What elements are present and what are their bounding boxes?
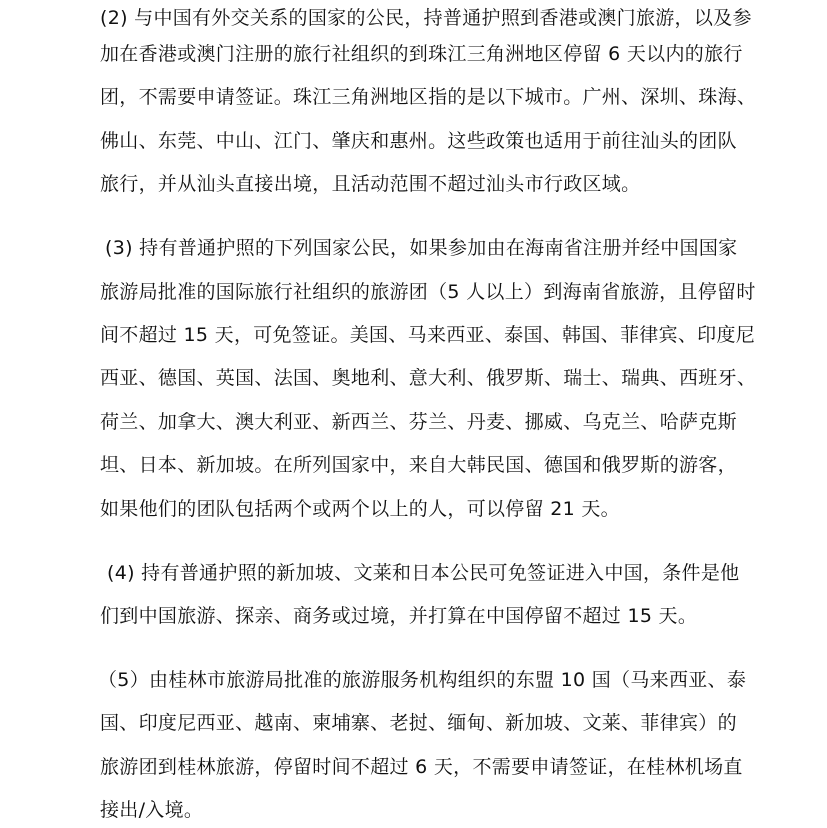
paragraph-3-line-1: (3) 持有普通护照的下列国家公民，如果参加由在海南省注册并经中国国家 bbox=[105, 237, 738, 259]
paragraph-2-line-5: 旅行，并从汕头直接出境，且活动范围不超过汕头市行政区域。 bbox=[100, 173, 641, 195]
paragraph-4-line-2: 们到中国旅游、探亲、商务或过境，并打算在中国停留不超过 15 天。 bbox=[100, 605, 698, 627]
paragraph-3-line-6: 坦、日本、新加坡。在所列国家中，来自大韩民国、德国和俄罗斯的游客， bbox=[100, 454, 737, 476]
paragraph-5-line-2: 国、印度尼西亚、越南、柬埔寨、老挝、缅甸、新加坡、文莱、菲律宾）的 bbox=[100, 712, 737, 734]
paragraph-5-line-4: 接出/入境。 bbox=[100, 799, 204, 821]
paragraph-3-line-5: 荷兰、加拿大、澳大利亚、新西兰、芬兰、丹麦、挪威、乌克兰、哈萨克斯 bbox=[100, 411, 737, 433]
paragraph-4-line-1: (4) 持有普通护照的新加坡、文莱和日本公民可免签证进入中国，条件是他 bbox=[107, 562, 740, 584]
paragraph-2-line-1: (2) 与中国有外交关系的国家的公民，持普通护照到香港或澳门旅游，以及参 bbox=[100, 7, 752, 29]
paragraph-3-line-3: 间不超过 15 天，可免签证。美国、马来西亚、泰国、韩国、菲律宾、印度尼 bbox=[100, 324, 756, 346]
paragraph-2-line-2: 加在香港或澳门注册的旅行社组织的到珠江三角洲地区停留 6 天以内的旅行 bbox=[100, 43, 743, 65]
paragraph-2-line-3: 团，不需要申请签证。珠江三角洲地区指的是以下城市。广州、深圳、珠海、 bbox=[100, 86, 757, 108]
paragraph-5-line-3: 旅游团到桂林旅游，停留时间不超过 6 天，不需要申请签证，在桂林机场直 bbox=[100, 756, 743, 778]
paragraph-3-line-7: 如果他们的团队包括两个或两个以上的人，可以停留 21 天。 bbox=[100, 498, 620, 520]
paragraph-5-line-1: （5）由桂林市旅游局批准的旅游服务机构组织的东盟 10 国（马来西亚、泰 bbox=[98, 669, 747, 691]
paragraph-3-line-2: 旅游局批准的国际旅行社组织的旅游团（5 人以上）到海南省旅游，且停留时 bbox=[100, 281, 756, 303]
paragraph-3-line-4: 西亚、德国、英国、法国、奥地利、意大利、俄罗斯、瑞士、瑞典、西班牙、 bbox=[100, 367, 757, 389]
paragraph-2-line-4: 佛山、东莞、中山、江门、肇庆和惠州。这些政策也适用于前往汕头的团队 bbox=[100, 130, 737, 152]
